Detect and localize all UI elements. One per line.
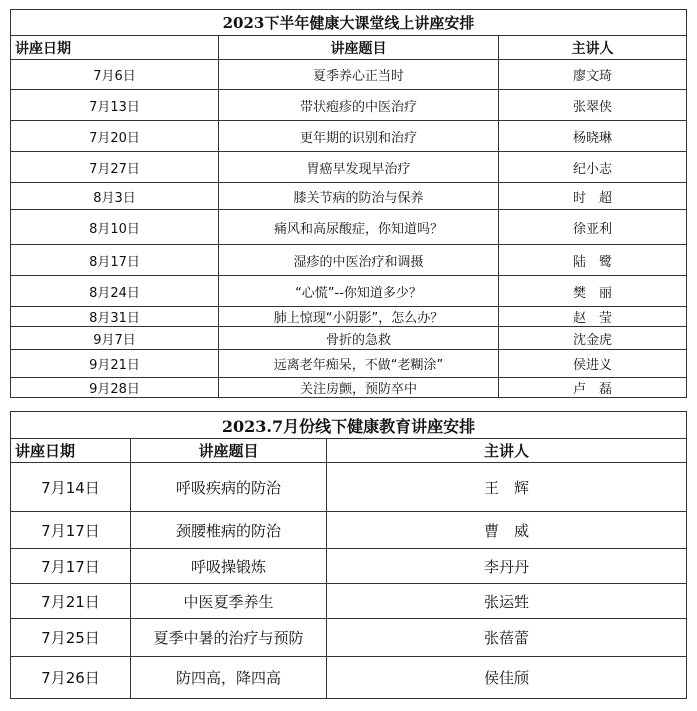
lecture-date: 7月20日 bbox=[11, 121, 219, 152]
header-topic: 讲座题目 bbox=[131, 439, 327, 463]
lecture-speaker: 曹 威 bbox=[327, 512, 687, 549]
lecture-speaker: 李丹丹 bbox=[327, 549, 687, 584]
lecture-date: 7月27日 bbox=[11, 152, 219, 183]
lecture-date: 7月17日 bbox=[11, 549, 131, 584]
lecture-date: 7月25日 bbox=[11, 619, 131, 657]
table-row bbox=[11, 307, 687, 327]
lecture-speaker: 陆 鹭 bbox=[499, 245, 687, 276]
lecture-topic: 颈腰椎病的防治 bbox=[131, 512, 327, 549]
table-row bbox=[11, 584, 687, 619]
lecture-topic: 膝关节病的防治与保养 bbox=[219, 183, 499, 210]
table-row bbox=[11, 619, 687, 657]
table-row bbox=[11, 276, 687, 307]
lecture-speaker: 王 辉 bbox=[327, 463, 687, 512]
lecture-topic: 中医夏季养生 bbox=[131, 584, 327, 619]
table-row bbox=[11, 378, 687, 398]
table-row bbox=[11, 90, 687, 121]
table-row bbox=[11, 60, 687, 90]
lecture-topic: 防四高，降四高 bbox=[131, 657, 327, 699]
lecture-speaker: 侯佳颀 bbox=[327, 657, 687, 699]
lecture-date: 8月17日 bbox=[11, 245, 219, 276]
lecture-topic: 胃癌早发现早治疗 bbox=[219, 152, 499, 183]
lecture-date: 7月13日 bbox=[11, 90, 219, 121]
table-row bbox=[11, 327, 687, 350]
lecture-speaker: 卢 磊 bbox=[499, 378, 687, 398]
lecture-date: 7月17日 bbox=[11, 512, 131, 549]
online-table-title: 2023下半年健康大课堂线上讲座安排 bbox=[11, 10, 687, 36]
lecture-speaker: 时 超 bbox=[499, 183, 687, 210]
lecture-date: 8月3日 bbox=[11, 183, 219, 210]
lecture-topic: 呼吸操锻炼 bbox=[131, 549, 327, 584]
lecture-speaker: 张翠侠 bbox=[499, 90, 687, 121]
lecture-speaker: 廖文琦 bbox=[499, 60, 687, 90]
table-row bbox=[11, 350, 687, 378]
lecture-date: 7月26日 bbox=[11, 657, 131, 699]
lecture-topic: 更年期的识别和治疗 bbox=[219, 121, 499, 152]
lecture-topic: “心慌”--你知道多少？ bbox=[219, 276, 499, 307]
lecture-date: 7月6日 bbox=[11, 60, 219, 90]
table-row bbox=[11, 210, 687, 245]
lecture-date: 8月24日 bbox=[11, 276, 219, 307]
table-row bbox=[11, 121, 687, 152]
table-row bbox=[11, 549, 687, 584]
online-lecture-table bbox=[10, 9, 687, 398]
table-row bbox=[11, 657, 687, 699]
lecture-topic: 呼吸疾病的防治 bbox=[131, 463, 327, 512]
lecture-speaker: 樊 丽 bbox=[499, 276, 687, 307]
lecture-speaker: 沈金虎 bbox=[499, 327, 687, 350]
lecture-date: 8月31日 bbox=[11, 307, 219, 327]
table-row bbox=[11, 152, 687, 183]
table-row bbox=[11, 245, 687, 276]
table-row bbox=[11, 183, 687, 210]
lecture-speaker: 纪小志 bbox=[499, 152, 687, 183]
lecture-topic: 远离老年痴呆，不做“老糊涂” bbox=[219, 350, 499, 378]
lecture-date: 7月21日 bbox=[11, 584, 131, 619]
lecture-speaker: 侯进义 bbox=[499, 350, 687, 378]
lecture-topic: 关注房颤，预防卒中 bbox=[219, 378, 499, 398]
offline-table-title: 2023.7月份线下健康教育讲座安排 bbox=[11, 412, 687, 439]
lecture-date: 9月28日 bbox=[11, 378, 219, 398]
lecture-date: 8月10日 bbox=[11, 210, 219, 245]
lecture-topic: 夏季养心正当时 bbox=[219, 60, 499, 90]
lecture-topic: 湿疹的中医治疗和调摄 bbox=[219, 245, 499, 276]
lecture-topic: 带状疱疹的中医治疗 bbox=[219, 90, 499, 121]
lecture-topic: 骨折的急救 bbox=[219, 327, 499, 350]
header-speaker: 主讲人 bbox=[327, 439, 687, 463]
lecture-topic: 肺上惊现“小阴影”，怎么办？ bbox=[219, 307, 499, 327]
lecture-speaker: 张运甡 bbox=[327, 584, 687, 619]
table-row bbox=[11, 463, 687, 512]
header-topic: 讲座题目 bbox=[219, 36, 499, 60]
lecture-topic: 痛风和高尿酸症，你知道吗？ bbox=[219, 210, 499, 245]
lecture-date: 9月21日 bbox=[11, 350, 219, 378]
lecture-date: 7月14日 bbox=[11, 463, 131, 512]
lecture-speaker: 徐亚利 bbox=[499, 210, 687, 245]
lecture-speaker: 赵 莹 bbox=[499, 307, 687, 327]
table-row bbox=[11, 512, 687, 549]
offline-lecture-table bbox=[10, 411, 687, 699]
header-date: 讲座日期 bbox=[11, 439, 131, 463]
lecture-topic: 夏季中暑的治疗与预防 bbox=[131, 619, 327, 657]
lecture-date: 9月7日 bbox=[11, 327, 219, 350]
lecture-speaker: 张蓓蕾 bbox=[327, 619, 687, 657]
lecture-speaker: 杨晓琳 bbox=[499, 121, 687, 152]
header-date: 讲座日期 bbox=[11, 36, 219, 60]
header-speaker: 主讲人 bbox=[499, 36, 687, 60]
